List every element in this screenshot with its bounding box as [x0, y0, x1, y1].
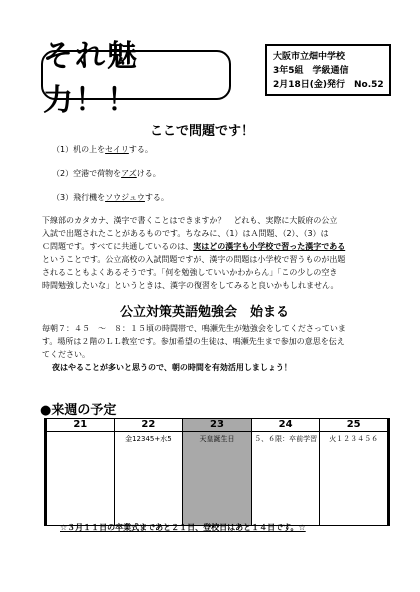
day-25-date: 25	[320, 419, 389, 432]
text-line: 時間勉強したいな」というときは、漢字の復習をしてみると良いかもしれません。	[42, 281, 339, 290]
day-event: 天皇誕生日	[199, 435, 235, 443]
question-text-end: する。	[144, 193, 169, 202]
quiz-question-1	[52, 144, 153, 155]
text-line: 下線部のカタカナ、漢字で書くことはできますか？ どれも、実際に大阪府の公立	[42, 216, 338, 225]
question-text-end: する。	[128, 145, 153, 154]
school-name: 大阪市立畑中学校	[273, 52, 346, 62]
study-emphasis: 夜はやることが多いと思うので、朝の時間を有効活用しましょう！	[52, 363, 292, 372]
quiz-question-3	[52, 192, 169, 203]
question-kana: ソウジュウ	[105, 193, 145, 202]
day-21-date: 21	[46, 419, 115, 432]
text-line: ということです。公立高校の入試問題ですが、漢字の問題は小学校で習うものが出題	[42, 255, 346, 264]
day-23-cell	[183, 432, 252, 526]
day-23-date: 23	[183, 419, 252, 432]
question-kana: アズ	[121, 169, 137, 178]
text-line	[42, 240, 392, 253]
newsletter-title: それ魅力！！	[41, 50, 231, 100]
text-line: 入試で出題されたことがあるものです。ちなみに、（1）はＡ問題、（2）、（3）は	[42, 229, 329, 238]
question-text: 机の上を	[73, 145, 106, 154]
day-event: 金12345+水5	[125, 435, 172, 443]
countdown-footer: ☆３月１１日の卒業式まであと２１日、登校日はあと１４日です。☆	[60, 523, 306, 532]
text-line: す。場所は２階のＬＬ教室です。参加希望の生徒は、鳴瀬先生まで参加の意思を伝え	[42, 337, 345, 346]
question-text-end: ける。	[136, 169, 161, 178]
schedule-heading: ●来週の予定	[40, 403, 117, 418]
day-24-cell	[251, 432, 320, 526]
issue-date: 2月18日(金)発行 No.52	[273, 80, 384, 90]
text-line: 毎朝７：４５ ～ ８：１５頃の時間帯で、鳴瀬先生が勉強会をしてくださっていま	[42, 324, 346, 333]
day-22-date: 22	[114, 419, 183, 432]
schedule-table	[44, 418, 390, 526]
day-22-cell	[114, 432, 183, 526]
day-25-cell	[320, 432, 389, 526]
study-heading: 公立対策英語勉強会 始まる	[120, 305, 290, 320]
question-kana: セイリ	[105, 145, 129, 154]
quiz-heading: ここで問題です！	[150, 124, 255, 139]
newsletter-info	[265, 44, 391, 96]
day-event: 火１２３４５６	[329, 435, 379, 443]
day-21-cell	[46, 432, 115, 526]
class-label: 3年5組 学級通信	[273, 66, 349, 76]
day-event: ５、６限：卒前学習	[254, 435, 318, 443]
study-text	[42, 322, 392, 374]
question-text: 空港で荷物を	[73, 169, 122, 178]
question-text: 飛行機を	[73, 193, 106, 202]
text-line: てください。	[42, 350, 90, 359]
question-num: （1）	[52, 145, 74, 154]
text-line: されることもよくあるそうです。「何を勉強していいかわからん」「この少しの空き	[42, 268, 338, 277]
question-num: （3）	[52, 193, 74, 202]
text-span: Ｃ問題です。すべてに共通しているのは、	[42, 242, 194, 251]
day-24-date: 24	[251, 419, 320, 432]
emphasis-text: 実はどの漢字も小学校で習った漢字である	[193, 242, 346, 251]
quiz-question-2	[52, 168, 161, 179]
quiz-explanation	[42, 214, 392, 292]
question-num: （2）	[52, 169, 74, 178]
